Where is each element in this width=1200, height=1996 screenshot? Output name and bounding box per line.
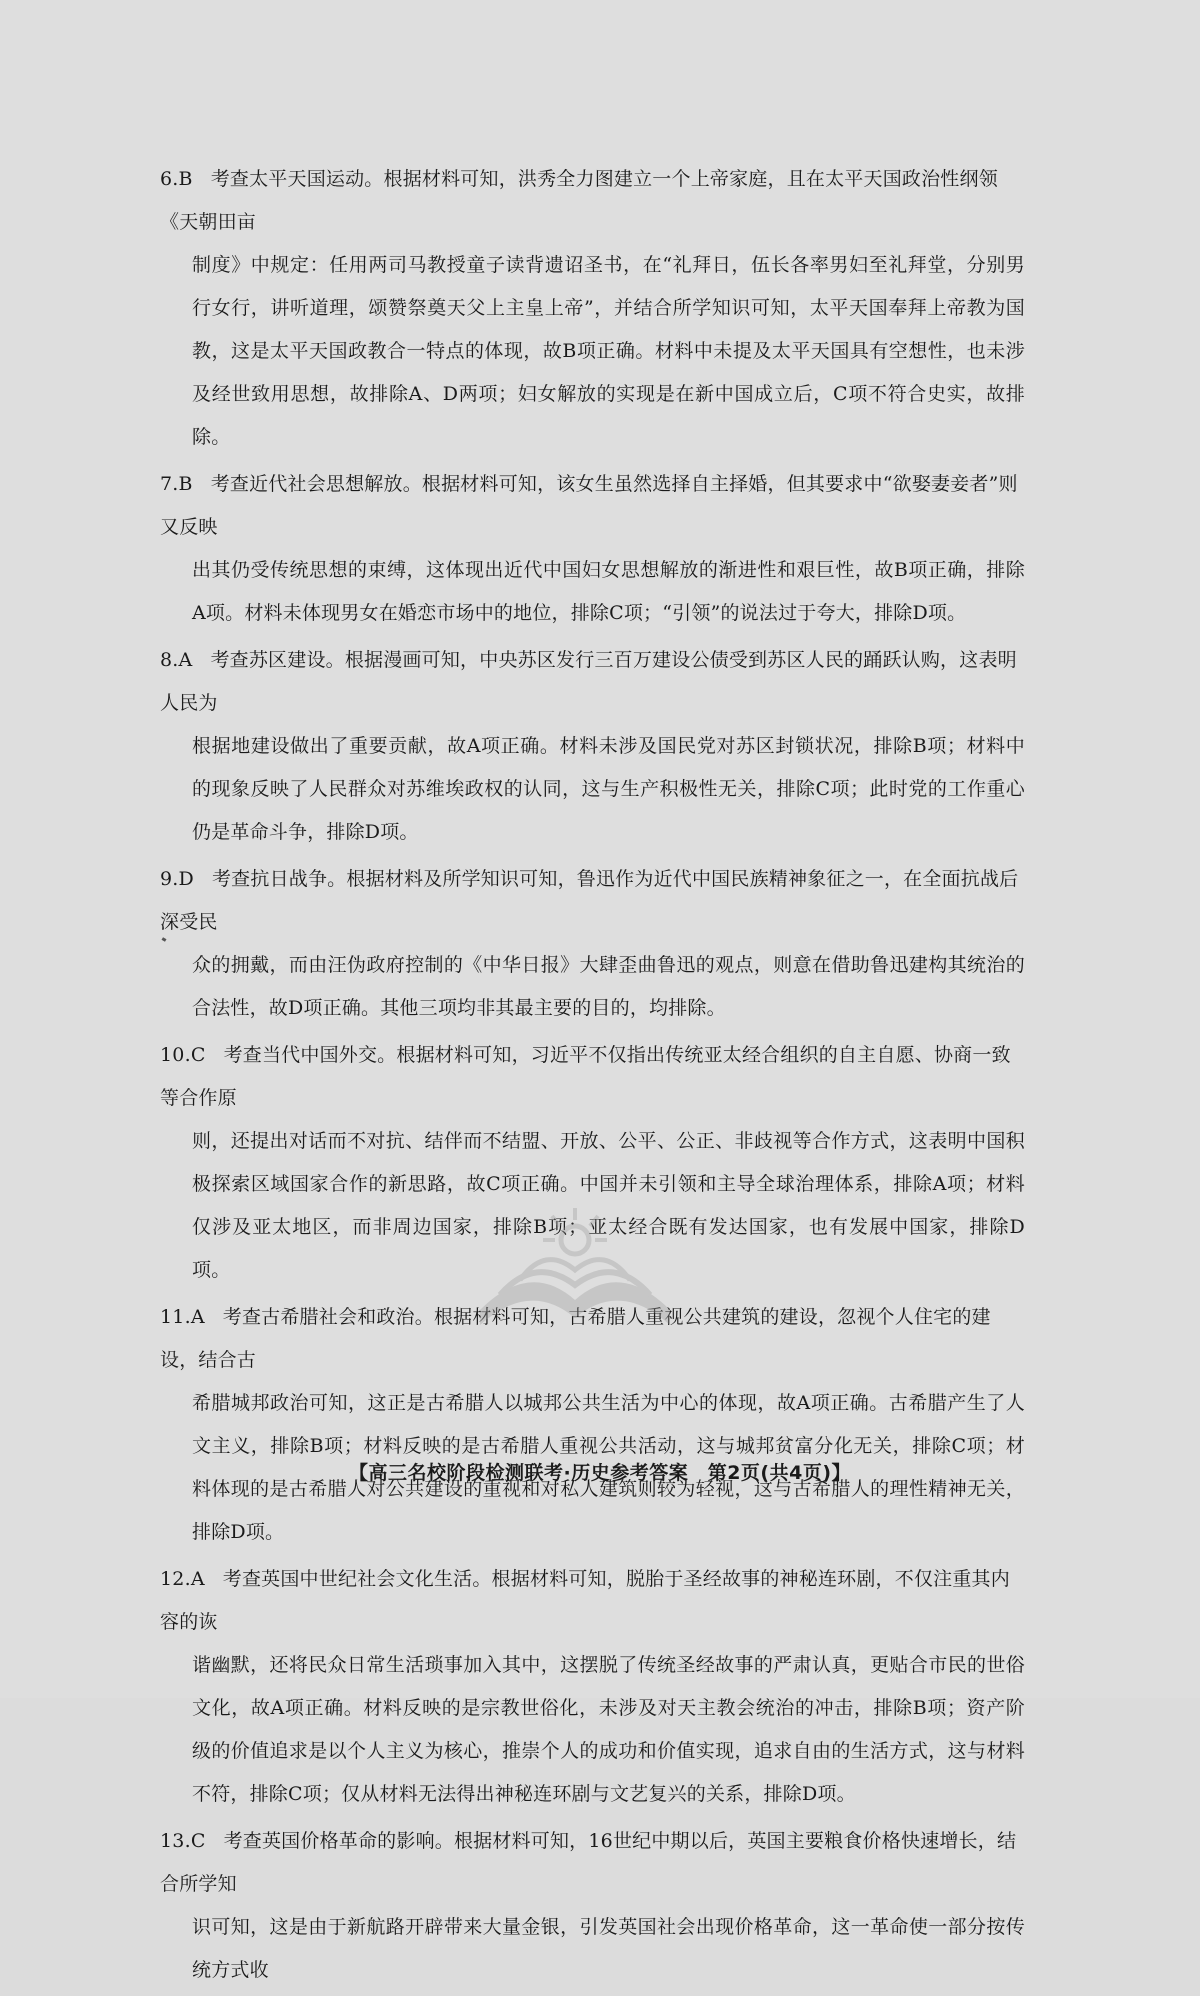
answer-number: 7.B <box>160 473 193 495</box>
answer-body: 则，还提出对话而不对抗、结伴而不结盟、开放、公平、公正、非歧视等合作方式，这表明中国积极探索区域国家合作的新思路，故C项正确。中国并未引领和主导全球治理体系，排除A项；材料仅涉及亚太地区，而非周边国家，排除B项；亚太经合既有发达国家，也有发展中国家，排除D项。 <box>192 1130 1025 1281</box>
page-footer: 【高三名校阶段检测联考·历史参考答案 第2页(共4页)】 <box>348 1462 852 1484</box>
answer-item-6 <box>160 158 1025 459</box>
answer-lead-text: 考查英国中世纪社会文化生活。根据材料可知，脱胎于圣经故事的神秘连环剧，不仅注重其内容的诙 <box>160 1568 1010 1633</box>
answer-body: 识可知，这是由于新航路开辟带来大量金银，引发英国社会出现价格革命，这一革命使一部分按传统方式收 <box>192 1916 1025 1981</box>
answer-lead-text: 考查古希腊社会和政治。根据材料可知，古希腊人重视公共建筑的建设，忽视个人住宅的建设，结合古 <box>160 1306 991 1371</box>
answer-number: 13.C <box>160 1830 206 1852</box>
answer-item-8 <box>160 639 1025 854</box>
answer-item-9 <box>160 858 1025 1030</box>
answer-lead-text: 考查英国价格革命的影响。根据材料可知，16世纪中期以后，英国主要粮食价格快速增长，结合所学知 <box>160 1830 1017 1895</box>
answer-number: 10.C <box>160 1044 206 1066</box>
answer-item-13 <box>160 1820 1025 1992</box>
answer-lead-text: 考查当代中国外交。根据材料可知，习近平不仅指出传统亚太经合组织的自主自愿、协商一致等合作原 <box>160 1044 1011 1109</box>
answer-body: 制度》中规定：任用两司马教授童子读背遗诏圣书，在“礼拜日，伍长各率男妇至礼拜堂，分别男行女行，讲听道理，颂赞祭奠天父上主皇上帝”，并结合所学知识可知，太平天国奉拜上帝教为国教，这是太平天国政教合一特点的体现，故B项正确。材料中未提及太平天国具有空想性，也未涉及经世致用思想，故排除A、D两项；妇女解放的实现是在新中国成立后，C项不符合史实，故排除。 <box>192 254 1025 448</box>
answer-lead <box>160 868 1018 933</box>
answer-lead-text: 考查苏区建设。根据漫画可知，中央苏区发行三百万建设公债受到苏区人民的踊跃认购，这表明人民为 <box>160 649 1017 714</box>
answer-lead-text: 考查近代社会思想解放。根据材料可知，该女生虽然选择自主择婚，但其要求中“欲娶妻妾者”则又反映 <box>160 473 1018 538</box>
answer-lead <box>160 168 998 233</box>
answer-body: 出其仍受传统思想的束缚，这体现出近代中国妇女思想解放的渐进性和艰巨性，故B项正确，排除A项。材料未体现男女在婚恋市场中的地位，排除C项；“引领”的说法过于夸大，排除D项。 <box>192 559 1025 624</box>
answer-lead <box>160 1568 1010 1633</box>
answer-list <box>160 158 1025 1996</box>
answer-number: 8.A <box>160 649 193 671</box>
answer-body: 众的拥戴，而由汪伪政府控制的《中华日报》大肆歪曲鲁迅的观点，则意在借助鲁迅建构其统治的合法性，故D项正确。其他三项均非其最主要的目的，均排除。 <box>192 954 1025 1019</box>
answer-number: 6.B <box>160 168 193 190</box>
answer-number: 11.A <box>160 1306 205 1328</box>
answer-lead <box>160 649 1017 714</box>
answer-number: 9.D <box>160 868 194 890</box>
answer-body: 希腊城邦政治可知，这正是古希腊人以城邦公共生活为中心的体现，故A项正确。古希腊产生了人文主义，排除B项；材料反映的是古希腊人重视公共活动，这与城邦贫富分化无关，排除C项；材料体现的是古希腊人对公共建设的重视和对私人建筑则较为轻视，这与古希腊人的理性精神无关，排除D项。 <box>192 1392 1025 1543</box>
answer-lead-text: 考查抗日战争。根据材料及所学知识可知，鲁迅作为近代中国民族精神象征之一，在全面抗战后深受民 <box>160 868 1019 933</box>
answer-item-12 <box>160 1558 1025 1816</box>
answer-item-7 <box>160 463 1025 635</box>
book-watermark-icon <box>460 1200 690 1340</box>
answer-body: 谐幽默，还将民众日常生活琐事加入其中，这摆脱了传统圣经故事的严肃认真，更贴合市民的世俗文化，故A项正确。材料反映的是宗教世俗化，未涉及对天主教会统治的冲击，排除B项；资产阶级的价值追求是以个人主义为核心，推崇个人的成功和价值实现，追求自由的生活方式，这与材料不符，排除C项；仅从材料无法得出神秘连环剧与文艺复兴的关系，排除D项。 <box>192 1654 1025 1805</box>
answer-lead <box>160 1044 1011 1109</box>
answer-number: 12.A <box>160 1568 205 1590</box>
answer-lead-text: 考查太平天国运动。根据材料可知，洪秀全力图建立一个上帝家庭，且在太平天国政治性纲领《天朝田亩 <box>160 168 998 233</box>
answer-body: 根据地建设做出了重要贡献，故A项正确。材料未涉及国民党对苏区封锁状况，排除B项；材料中的现象反映了人民群众对苏维埃政权的认同，这与生产积极性无关，排除C项；此时党的工作重心仍是革命斗争，排除D项。 <box>192 735 1025 843</box>
answer-lead <box>160 473 1018 538</box>
answer-lead <box>160 1830 1016 1895</box>
